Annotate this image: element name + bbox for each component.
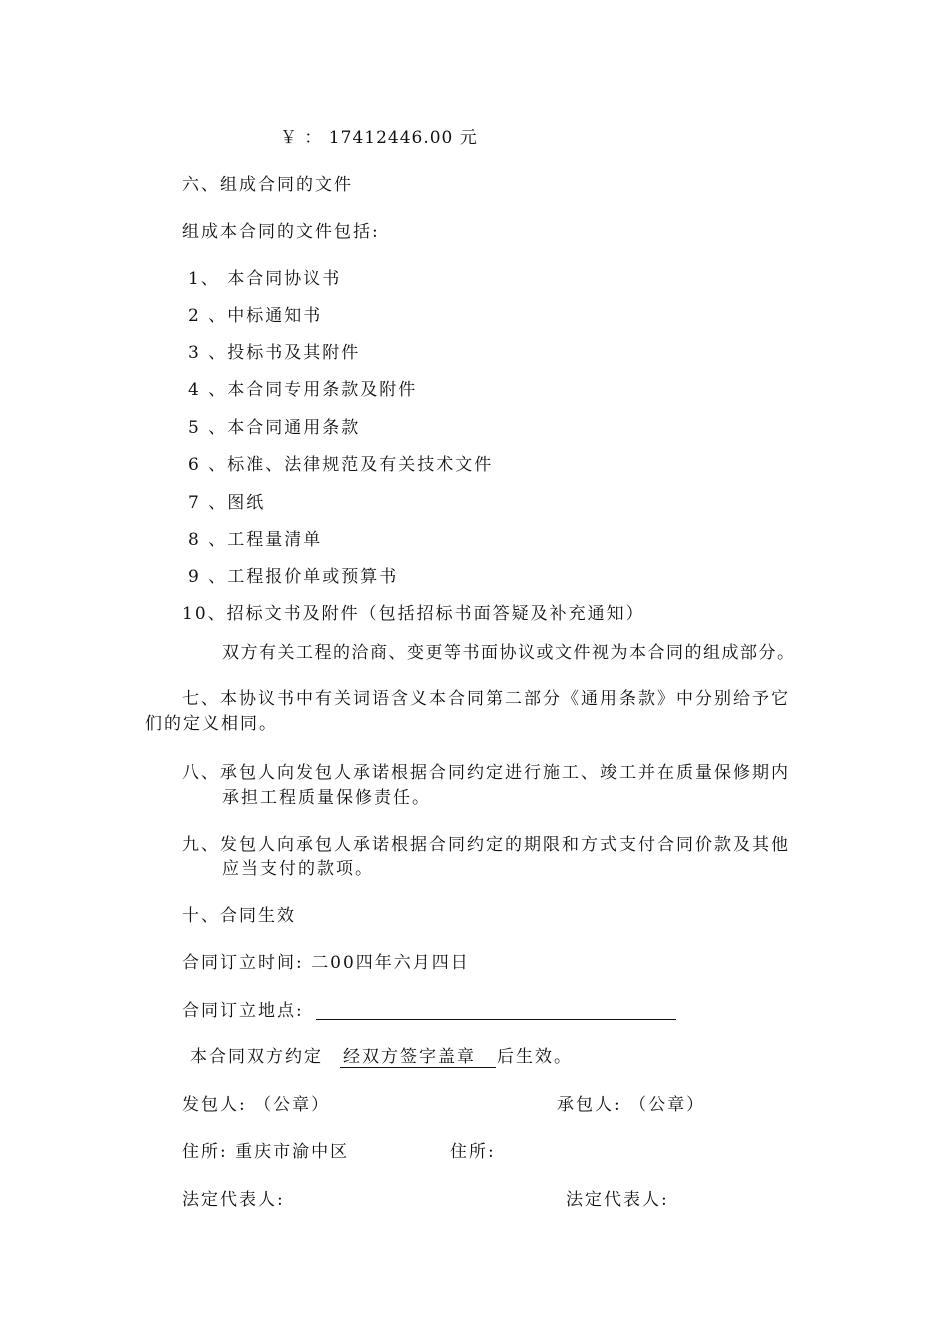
section-8-line-1: 八、承包人向发包人承诺根据合同约定进行施工、竣工并在质量保修期内 <box>182 763 790 783</box>
contract-place-blank <box>316 1019 676 1020</box>
list-item: 7 、图纸 <box>188 493 266 513</box>
section-6-note: 双方有关工程的洽商、变更等书面协议或文件视为本合同的组成部分。 <box>222 643 796 663</box>
contractor-address: 住所: <box>450 1142 496 1162</box>
contract-place-label: 合同订立地点: <box>182 1001 304 1021</box>
section-10-heading: 十、合同生效 <box>182 906 296 926</box>
employer-address: 住所: 重庆市渝中区 <box>182 1142 350 1162</box>
list-item: 6 、标准、法律规范及有关技术文件 <box>188 455 494 475</box>
section-9-line-2: 应当支付的款项。 <box>222 859 374 879</box>
contractor-seal: 承包人: （公章） <box>557 1095 706 1115</box>
list-item: 4 、本合同专用条款及附件 <box>188 380 418 400</box>
list-item: 8 、工程量清单 <box>188 530 323 550</box>
section-6-intro: 组成本合同的文件包括: <box>182 222 380 242</box>
list-item: 1、 本合同协议书 <box>188 269 342 289</box>
section-6-heading: 六、组成合同的文件 <box>182 175 353 195</box>
section-8-line-2: 承担工程质量保修责任。 <box>222 788 431 808</box>
list-item: 9 、工程报价单或预算书 <box>188 567 399 587</box>
section-7-line-2: 们的定义相同。 <box>145 714 278 734</box>
section-7-line-1: 七、本协议书中有关词语含义本合同第二部分《通用条款》中分别给予它 <box>182 689 790 709</box>
agreement-prefix: 本合同双方约定 <box>190 1047 323 1067</box>
list-item: 5 、本合同通用条款 <box>188 418 361 438</box>
employer-seal: 发包人: （公章） <box>182 1095 331 1115</box>
agreement-fill: 经双方签字盖章 <box>343 1047 476 1067</box>
list-item: 3 、投标书及其附件 <box>188 343 361 363</box>
contract-date: 合同订立时间: 二00四年六月四日 <box>182 953 470 973</box>
amount-line: ￥ ： 17412446.00 元 <box>280 128 478 148</box>
employer-representative: 法定代表人: <box>182 1190 285 1210</box>
contractor-representative: 法定代表人: <box>566 1190 669 1210</box>
list-item: 10、招标文书及附件（包括招标书面答疑及补充通知） <box>182 604 645 624</box>
agreement-suffix: 后生效。 <box>497 1047 573 1067</box>
section-9-line-1: 九、发包人向承包人承诺根据合同约定的期限和方式支付合同价款及其他 <box>182 835 790 855</box>
list-item: 2 、中标通知书 <box>188 306 323 326</box>
agreement-fill-underline <box>340 1067 496 1068</box>
